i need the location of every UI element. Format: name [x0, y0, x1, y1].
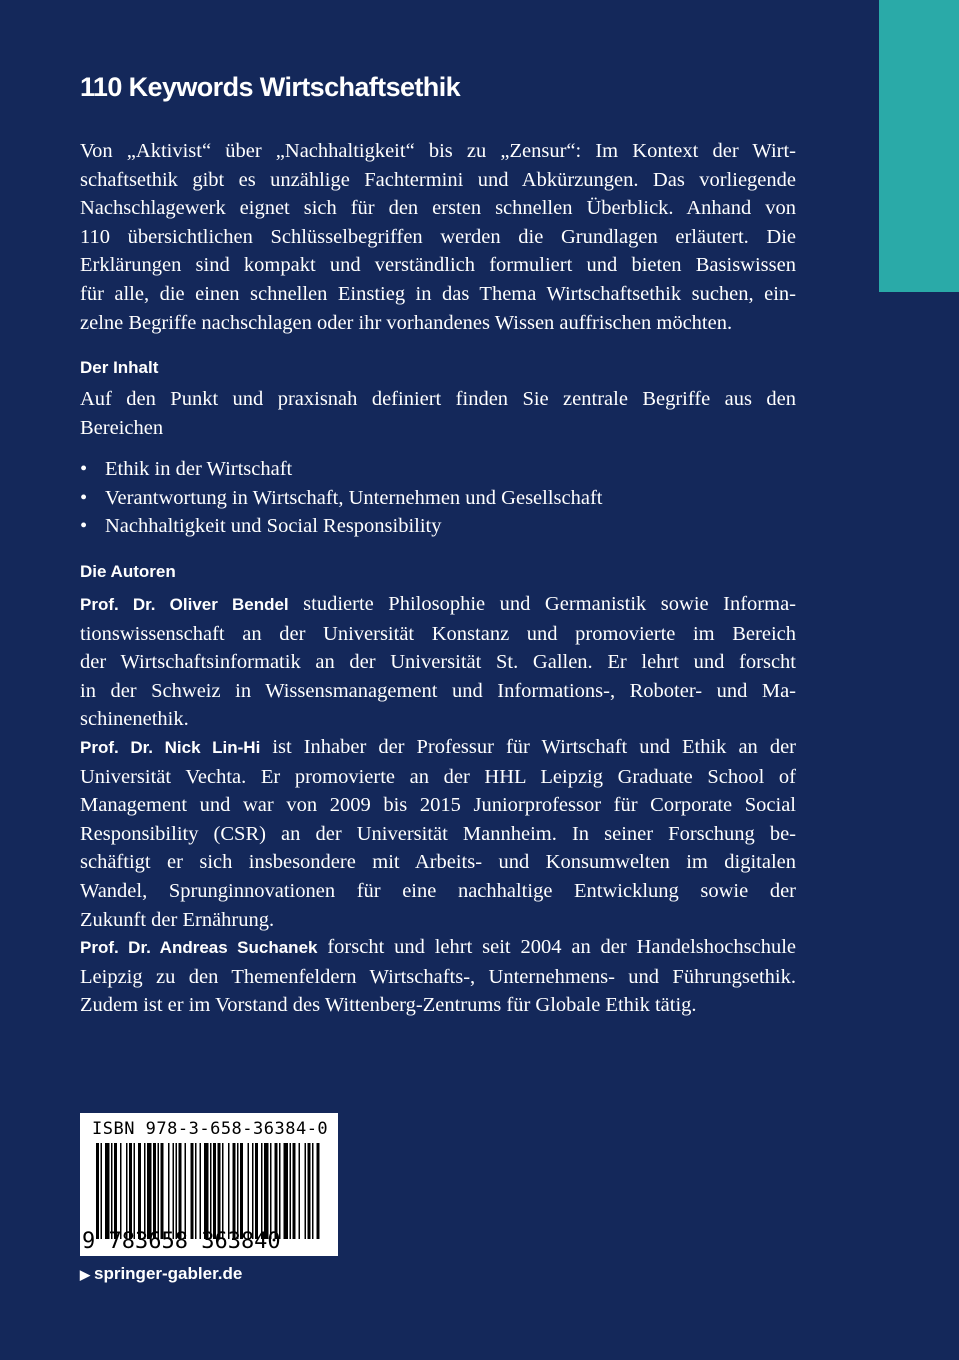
barcode-bar	[204, 1143, 209, 1239]
bullet-text: Verantwortung in Wirtschaft, Unternehmen und Gesellschaft	[105, 486, 603, 509]
barcode-bar	[111, 1143, 113, 1239]
barcode-bar	[200, 1143, 202, 1239]
intro-line: Erklärungen sind kompakt und verständlich formuliert und bieten Basiswissen	[80, 254, 796, 277]
barcode-bar	[173, 1143, 175, 1239]
intro-line: zelne Begriffe nachschlagen oder ihr vorhandenes Wissen auffrischen möchten.	[80, 311, 733, 334]
intro-line: Nachschlagewerk eignet sich für den ersten schnellen Überblick. Anhand von	[80, 197, 796, 220]
author-line: der Wirtschaftsinformatik an der Universität St. Gallen. Er lehrt und forscht	[80, 651, 796, 674]
author-line: Zudem ist er im Vorstand des Wittenberg-Zentrums für Globale Ethik tätig.	[80, 994, 697, 1017]
ean-digits: 9 783658 363840	[82, 1229, 281, 1254]
author-line	[80, 590, 796, 620]
author-name: Prof. Dr. Andreas Suchanek	[80, 938, 318, 957]
barcode-bar	[255, 1143, 258, 1239]
barcode-bar	[312, 1143, 314, 1239]
author-line-text: forscht und lehrt seit 2004 an der Handelshochschule	[317, 936, 796, 958]
author-line: Wandel, Sprunginnovationen für eine nachhaltige Entwicklung sowie der	[80, 879, 796, 902]
list-item	[80, 484, 603, 513]
list-item	[80, 455, 603, 484]
barcode-bar	[147, 1143, 152, 1239]
author-line: Zukunft der Ernährung.	[80, 908, 275, 931]
barcode-bar	[120, 1143, 122, 1239]
author-line: schäftigt er sich insbesondere mit Arbeits- und Konsumwelten im digitalen	[80, 851, 796, 874]
author-line: Management und war von 2009 bis 2015 Juniorprofessor für Corporate Social	[80, 794, 796, 817]
authors-heading: Die Autoren	[80, 562, 176, 581]
barcode-bar	[299, 1143, 301, 1239]
barcode-bar	[275, 1143, 278, 1239]
barcode-bar	[284, 1143, 289, 1239]
bullet-icon: •	[80, 515, 88, 538]
barcode-bar	[153, 1143, 156, 1239]
author-line-text: ist Inhaber der Professur für Wirtschaft und Ethik an der	[260, 736, 796, 758]
barcode-bar	[279, 1143, 281, 1239]
barcode-bar	[144, 1143, 146, 1239]
barcode-bar	[138, 1143, 141, 1239]
barcode-bar	[158, 1143, 160, 1239]
barcode-bar	[185, 1143, 187, 1239]
barcode-bar	[240, 1143, 243, 1239]
author-line: Responsibility (CSR) an der Universität Mannheim. In seiner Forschung be-	[80, 822, 796, 845]
barcode-bar	[305, 1143, 307, 1239]
website-link[interactable]	[80, 1264, 242, 1284]
barcode-bars	[96, 1143, 322, 1239]
content-heading: Der Inhalt	[80, 358, 159, 377]
author-name: Prof. Dr. Nick Lin-Hi	[80, 738, 261, 757]
intro-line: Von „Aktivist“ über „Nachhaltigkeit“ bis zu „Zensur“: Im Kontext der Wirt-	[80, 140, 796, 162]
barcode-bar	[195, 1143, 197, 1239]
author-line: Universität Vechta. Er promovierte an der HHL Leipzig Graduate School of	[80, 765, 796, 788]
barcode-bar	[252, 1143, 254, 1239]
bullet-text: Nachhaltigkeit und Social Responsibility	[105, 515, 442, 538]
author-line-text: studierte Philosophie und Germanistik sowie Informa-	[288, 593, 796, 615]
content-bullet-list	[80, 455, 603, 541]
content-line: Bereichen	[80, 416, 164, 439]
bullet-icon: •	[80, 486, 88, 509]
intro-line: für alle, die einen schnellen Einstieg in das Thema Wirtschaftsethik suchen, ein-	[80, 282, 796, 305]
barcode-bar	[129, 1143, 132, 1239]
barcode-bar	[237, 1143, 239, 1239]
intro-line: schaftsethik gibt es unzählige Fachtermini und Abkürzungen. Das vorliegende	[80, 168, 796, 191]
author-line: tionswissenschaft an der Universität Konstanz und promovierte im Bereich	[80, 622, 796, 645]
barcode-bar	[96, 1143, 99, 1239]
barcode-bar	[270, 1143, 272, 1239]
barcode-bar	[134, 1143, 136, 1239]
isbn-label: ISBN 978-3-658-36384-0	[92, 1119, 329, 1139]
play-arrow-icon: ▶	[80, 1267, 90, 1282]
barcode-bar	[114, 1143, 117, 1239]
barcode-bar	[191, 1143, 194, 1239]
barcode-bar	[293, 1143, 296, 1239]
barcode-bar	[261, 1143, 263, 1239]
barcode-bar	[210, 1143, 212, 1239]
list-item	[80, 512, 603, 541]
author-line: schinenethik.	[80, 708, 189, 731]
barcode-bar	[317, 1143, 320, 1239]
barcode-bar	[213, 1143, 216, 1239]
content-paragraph	[80, 385, 796, 442]
barcode-bar	[248, 1143, 250, 1239]
bullet-icon: •	[80, 458, 88, 480]
intro-line: 110 übersichtlichen Schlüsselbegriffen werden die Grundlagen erläutert. Die	[80, 225, 796, 248]
author-bendel	[80, 590, 796, 734]
barcode-bar	[290, 1143, 292, 1239]
content-line: Auf den Punkt und praxisnah definiert finden Sie zentrale Begriffe aus den	[80, 388, 796, 410]
barcode-bar	[126, 1143, 128, 1239]
author-lin-hi	[80, 733, 796, 934]
author-line	[80, 733, 796, 763]
barcode-bar	[179, 1143, 182, 1239]
barcode-bar	[222, 1143, 224, 1239]
barcode-bar	[105, 1143, 110, 1239]
website-label: springer-gabler.de	[94, 1264, 243, 1283]
author-line: in der Schweiz in Wissensmanagement und Informations-, Roboter- und Ma-	[80, 679, 796, 702]
barcode-bar	[228, 1143, 230, 1239]
barcode-bar	[161, 1143, 164, 1239]
author-line: Leipzig zu den Themenfeldern Wirtschafts-, Unternehmens- und Führungsethik.	[80, 965, 796, 988]
author-name: Prof. Dr. Oliver Bendel	[80, 595, 289, 614]
author-line	[80, 933, 796, 963]
book-title: 110 Keywords Wirtschaftsethik	[80, 72, 461, 102]
barcode-bar	[233, 1143, 236, 1239]
intro-paragraph	[80, 137, 796, 337]
isbn-barcode	[80, 1113, 338, 1256]
barcode-bar	[101, 1143, 103, 1239]
barcode-bar	[264, 1143, 269, 1239]
bullet-text: Ethik in der Wirtschaft	[105, 458, 293, 480]
barcode-bar	[308, 1143, 311, 1239]
barcode-bar	[218, 1143, 221, 1239]
accent-tab	[879, 0, 959, 292]
barcode-bar	[176, 1143, 178, 1239]
barcode-bar	[168, 1143, 170, 1239]
author-suchanek	[80, 933, 796, 1020]
